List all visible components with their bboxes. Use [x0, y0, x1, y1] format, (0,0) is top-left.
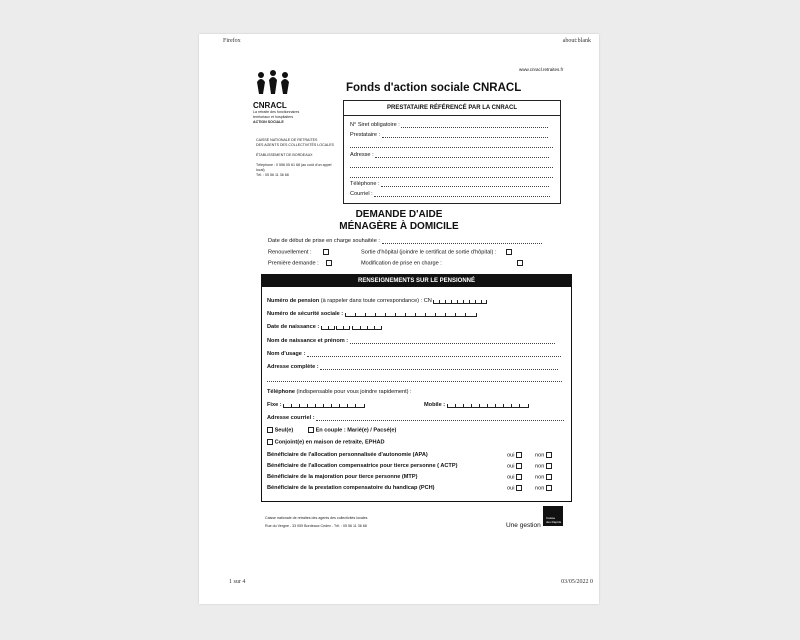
date-debut-field[interactable]: Date de début de prise en charge souhaitée : — [268, 238, 542, 244]
naissance-field[interactable]: Date de naissance : — [267, 324, 382, 330]
sortie-checkbox — [506, 249, 512, 255]
mtp-non[interactable]: non — [535, 474, 552, 480]
logo-name: CNRACL — [253, 101, 287, 110]
benef-mtp-row: Bénéficiaire de la majoration pour tierce personne (MTP) — [267, 474, 418, 480]
footer-line-1: Caisse nationale de retraites des agents des collectivités locales — [265, 516, 368, 520]
prestataire-title: PRESTATAIRE RÉFÉRENCÉ PAR LA CNRACL — [386, 105, 517, 111]
mobile-field[interactable]: Mobile : — [424, 402, 529, 408]
seul-checkbox — [267, 427, 273, 433]
couple-checkbox — [308, 427, 314, 433]
form-title-2: MÉNAGÈRE À DOMICILE — [339, 221, 459, 232]
pension-combs — [433, 298, 487, 304]
renouvellement-checkbox — [323, 249, 329, 255]
org-line: Téléphone : 0 556 05 61 68 (au coût d'un appel local) — [256, 163, 332, 172]
conjoint-option[interactable]: Conjoint(e) en maison de retraite, EPHAD — [267, 439, 385, 445]
cdc-line-1: Caisse — [546, 516, 556, 520]
apa-non[interactable]: non — [535, 452, 552, 458]
premiere-demande-option[interactable]: Première demande : — [268, 260, 332, 266]
secu-combs — [345, 311, 477, 317]
pch-oui[interactable]: oui — [507, 485, 522, 491]
telephone-field[interactable]: Téléphone : — [350, 181, 549, 187]
apa-oui[interactable]: oui — [507, 452, 522, 458]
adresse-field[interactable]: Adresse : — [350, 152, 549, 158]
renouvellement-option[interactable]: Renouvellement : — [268, 249, 329, 255]
benef-apa-row: Bénéficiaire de l'allocation personnalisée d'autonomie (APA) — [267, 452, 428, 458]
courriel-field[interactable]: Courriel : — [350, 191, 550, 197]
nom-usage-field[interactable]: Nom d'usage : — [267, 351, 561, 357]
cnracl-logo — [253, 70, 299, 125]
pch-non[interactable]: non — [535, 485, 552, 491]
renseignements-box — [261, 274, 572, 502]
nom-prenom-field[interactable]: Nom de naissance et prénom : — [267, 338, 555, 344]
document-page — [199, 34, 599, 604]
benef-actp-row: Bénéficiaire de l'allocation compensatrice pour tierce personne ( ACTP) — [267, 463, 458, 469]
org-line: Tél. : 05 56 11 36 68 — [256, 173, 289, 177]
prestataire-box — [343, 100, 561, 204]
logo-tagline-1: La retraite des fonctionnaires — [253, 110, 300, 114]
secu-field[interactable]: Numéro de sécurité sociale : — [267, 311, 477, 317]
prestataire-field[interactable]: Prestataire : — [350, 132, 548, 138]
adresse-field-cont[interactable] — [350, 162, 553, 168]
prestataire-field-cont[interactable] — [350, 142, 553, 148]
logo-tagline-2: territoriaux et hospitaliers — [253, 115, 294, 119]
conjoint-checkbox — [267, 439, 273, 445]
seul-option[interactable]: Seul(e) — [267, 427, 293, 433]
print-header-right: about:blank — [562, 38, 591, 44]
premiere-checkbox — [326, 260, 332, 266]
courriel-field[interactable]: Adresse courriel : — [267, 415, 564, 421]
page-count: 1 sur 4 — [229, 579, 246, 585]
print-header-left: Firefox — [223, 38, 241, 44]
main-title: Fonds d'action sociale CNRACL — [346, 82, 522, 94]
adresse-cont[interactable] — [267, 376, 562, 382]
adresse-complete-field[interactable]: Adresse complète : — [267, 364, 558, 370]
gestion-label: Une gestion — [506, 522, 541, 529]
logo-tagline-3: ACTION SOCIALE — [253, 120, 284, 124]
pension-field[interactable]: Numéro de pension (à rappeler dans toute correspondance) : CN — [267, 298, 487, 304]
org-line: ÉTABLISSEMENT DE BORDEAUX — [256, 153, 313, 157]
modification-checkbox — [517, 260, 523, 266]
org-line: CAISSE NATIONALE DE RETRAITES — [256, 138, 318, 142]
org-info — [256, 138, 336, 178]
siret-field[interactable]: N° Siret obligatoire : — [350, 122, 548, 128]
benef-pch-row: Bénéficiaire de la prestation compensatoire du handicap (PCH) — [267, 485, 435, 491]
actp-oui[interactable]: oui — [507, 463, 522, 469]
sortie-hopital-option[interactable]: Sortie d'hôpital (joindre le certificat de sortie d'hôpital) : — [361, 249, 512, 255]
adresse-field-cont2[interactable] — [350, 172, 553, 178]
fixe-field[interactable]: Fixe : — [267, 402, 365, 408]
print-date: 03/05/2022 0 — [561, 579, 593, 585]
footer-line-2: Rue du Vergne - 33 059 Bordeaux Cedex - Tél. : 05 56 11 36 68 — [265, 524, 367, 528]
couple-option[interactable]: En couple : Marié(e) / Pacsé(e) — [308, 427, 396, 433]
org-line: DES AGENTS DES COLLECTIVITÉS LOCALES — [256, 143, 334, 147]
telephone-label: Téléphone (indispensable pour vous joindre rapidement) : — [267, 389, 412, 395]
form-title-1: DEMANDE D'AIDE — [355, 209, 443, 220]
caisse-depots-logo — [543, 506, 563, 526]
mtp-oui[interactable]: oui — [507, 474, 522, 480]
section-title: RENSEIGNEMENTS SUR LE PENSIONNÉ — [262, 275, 571, 287]
logo-figures-icon — [253, 70, 293, 98]
modification-option[interactable]: Modification de prise en charge : — [361, 260, 523, 266]
cdc-line-2: des Dépôts — [546, 519, 562, 524]
website-url[interactable]: www.cnracl.retraites.fr — [519, 67, 564, 72]
actp-non[interactable]: non — [535, 463, 552, 469]
